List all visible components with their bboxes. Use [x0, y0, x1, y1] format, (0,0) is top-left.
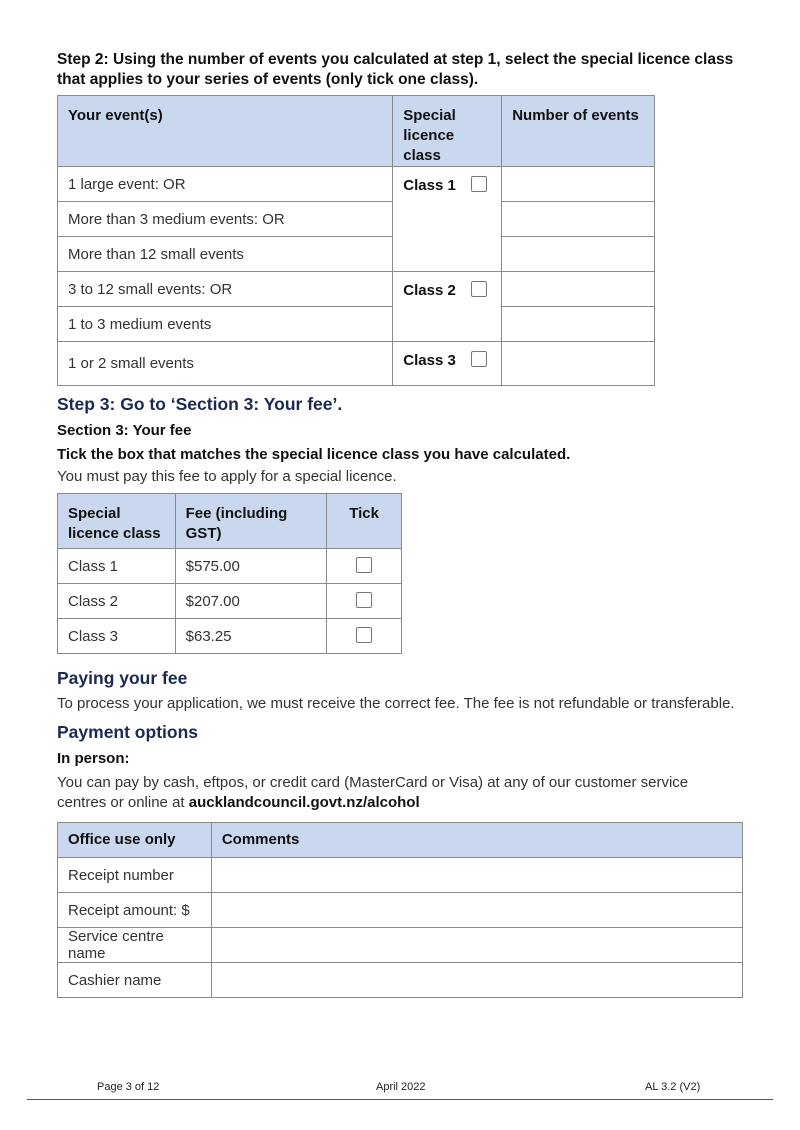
class-2-cell — [393, 272, 502, 342]
tick-cell — [327, 619, 402, 654]
table-row — [58, 202, 655, 237]
event-description: More than 12 small events — [58, 237, 393, 272]
table-row — [58, 237, 655, 272]
class-1-fee-checkbox[interactable] — [356, 557, 372, 573]
number-of-events-input[interactable] — [502, 202, 655, 237]
class-2-label: Class 2 — [403, 282, 456, 299]
table-row — [58, 167, 655, 202]
alcohol-link[interactable]: aucklandcouncil.govt.nz/alcohol — [188, 794, 420, 811]
office-table-header — [58, 823, 743, 858]
number-of-events-input[interactable] — [502, 307, 655, 342]
in-person-label: In person: — [57, 750, 130, 767]
fee-note: You must pay this fee to apply for a special licence. — [57, 468, 397, 485]
tick-header: Tick — [327, 494, 402, 549]
footer-date: April 2022 — [376, 1081, 426, 1093]
comments-header: Comments — [211, 823, 742, 858]
fee-amount: $207.00 — [175, 584, 327, 619]
office-field-value[interactable] — [211, 928, 742, 963]
event-description: 1 or 2 small events — [58, 342, 393, 386]
licence-class-header: Special licence class — [58, 494, 176, 549]
office-field-label: Receipt number — [58, 858, 212, 893]
form-page — [57, 50, 747, 998]
licence-class-header: Special licence class — [393, 96, 502, 167]
class-3-label: Class 3 — [403, 352, 456, 369]
class-2-fee-checkbox[interactable] — [356, 592, 372, 608]
table-row — [58, 584, 402, 619]
paying-heading: Paying your fee — [57, 668, 188, 688]
number-of-events-input[interactable] — [502, 272, 655, 307]
page-number: Page 3 of 12 — [97, 1081, 160, 1093]
table-row — [58, 619, 402, 654]
number-of-events-input[interactable] — [502, 342, 655, 386]
fee-class: Class 3 — [58, 619, 176, 654]
table-row — [58, 549, 402, 584]
form-code: AL 3.2 (V2) — [645, 1081, 701, 1093]
office-field-value[interactable] — [211, 893, 742, 928]
office-field-value[interactable] — [211, 963, 742, 998]
footer-divider — [27, 1099, 773, 1100]
event-description: More than 3 medium events: OR — [58, 202, 393, 237]
table-row — [58, 963, 743, 998]
paying-text: To process your application, we must receive the correct fee. The fee is not refundable or transferable. — [57, 695, 735, 712]
fee-amount: $63.25 — [175, 619, 327, 654]
class-1-cell — [393, 167, 502, 272]
table-row — [58, 858, 743, 893]
tick-cell — [327, 584, 402, 619]
fee-amount: $575.00 — [175, 549, 327, 584]
number-of-events-input[interactable] — [502, 237, 655, 272]
table-row — [58, 272, 655, 307]
events-table — [57, 95, 655, 386]
table-row — [58, 342, 655, 386]
class-3-checkbox[interactable] — [471, 351, 487, 367]
table-row — [58, 928, 743, 963]
section3-title: Section 3: Your fee — [57, 422, 192, 439]
table-row — [58, 893, 743, 928]
fee-class: Class 1 — [58, 549, 176, 584]
fee-table-header — [58, 494, 402, 549]
tick-cell — [327, 549, 402, 584]
number-of-events-input[interactable] — [502, 167, 655, 202]
event-description: 1 large event: OR — [58, 167, 393, 202]
number-of-events-header: Number of events — [502, 96, 655, 167]
office-field-label: Cashier name — [58, 963, 212, 998]
event-description: 1 to 3 medium events — [58, 307, 393, 342]
office-use-table — [57, 822, 743, 998]
step2-instruction: Step 2: Using the number of events you calculated at step 1, select the special licence class that applies to your series of events (only tick one class). — [57, 51, 734, 88]
office-field-label: Service centre name — [58, 928, 212, 963]
class-1-label: Class 1 — [403, 177, 456, 194]
fee-class: Class 2 — [58, 584, 176, 619]
fee-header: Fee (including GST) — [175, 494, 327, 549]
payment-text-body: You can pay by cash, eftpos, or credit card (MasterCard or Visa) at any of our customer service centres or online at — [57, 774, 689, 811]
step3-heading: Step 3: Go to ‘Section 3: Your fee’. — [57, 394, 343, 414]
class-1-checkbox[interactable] — [471, 176, 487, 192]
table-row — [58, 307, 655, 342]
tick-instruction: Tick the box that matches the special licence class you have calculated. — [57, 446, 571, 463]
office-field-value[interactable] — [211, 858, 742, 893]
payment-text — [57, 773, 737, 813]
payment-options-heading: Payment options — [57, 722, 198, 742]
your-events-header: Your event(s) — [58, 96, 393, 167]
event-description: 3 to 12 small events: OR — [58, 272, 393, 307]
class-3-cell — [393, 342, 502, 386]
class-2-checkbox[interactable] — [471, 281, 487, 297]
office-field-label: Receipt amount: $ — [58, 893, 212, 928]
class-3-fee-checkbox[interactable] — [356, 627, 372, 643]
events-table-header — [58, 96, 655, 167]
office-use-header: Office use only — [58, 823, 212, 858]
fee-table — [57, 493, 402, 654]
